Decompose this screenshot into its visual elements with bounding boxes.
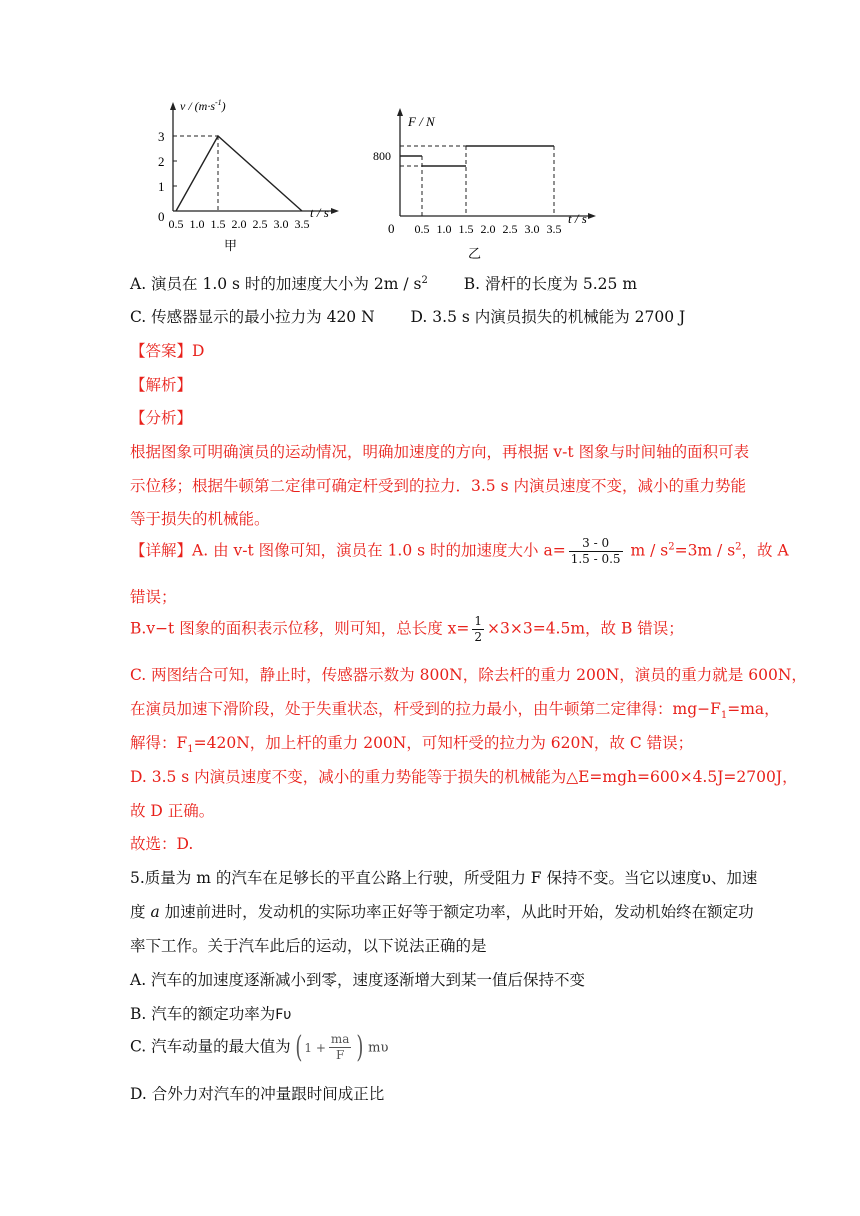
figures-svg — [128, 96, 628, 266]
v-y-arrow — [170, 102, 176, 110]
v-xtick-1-5: 1.5 — [210, 217, 226, 231]
f-origin: 0 — [388, 221, 395, 236]
f-t-graph — [373, 108, 596, 261]
v-caption: 甲 — [224, 238, 238, 253]
v-xtick-2-0: 2.0 — [231, 217, 247, 231]
q5-stem-line-1: 5.质量为 m 的汽车在足够长的平直公路上行驶，所受阻力 F 保持不变。当它以速度υ、加速 — [130, 869, 758, 887]
v-xtick-1-0: 1.0 — [189, 217, 205, 231]
f-y-arrow — [397, 108, 403, 116]
figures — [128, 96, 628, 266]
q5-option-c: C. 汽车动量的最大值为 ( 1 + $\frac{ma}{F}$ ) mυ — [130, 1029, 389, 1065]
v-ytick-3: 3 — [158, 129, 165, 144]
v-origin: 0 — [158, 209, 165, 224]
q4-option-d: D. 3.5 s 内演员损失的机械能为 2700 J — [410, 308, 686, 326]
v-xtick-3-5: 3.5 — [294, 217, 310, 231]
f-xtick-2-0: 2.0 — [480, 222, 496, 236]
q4-options-row-1 — [130, 272, 637, 294]
answer-label: 【答案】D — [130, 342, 205, 360]
v-t-graph — [158, 98, 339, 253]
detail-a-fraction: $\frac{3 - 0}{1.5 - 0.5}$ — [570, 536, 621, 566]
detail-label: 【详解】 — [130, 541, 193, 560]
detail-b-line: B.v−t 图象的面积表示位移，则可知，总长度 x= $\frac{1}{2}$ ×3×3=4.5m，故 B 错误； — [130, 614, 684, 644]
q4-options-row-2 — [130, 305, 685, 327]
f-ytick-800: 800 — [373, 149, 391, 163]
detail-c-line-2: 在演员加速下滑阶段，处于失重状态，杆受到的拉力最小，由牛顿第二定律得：$mg-F_1=ma$， — [130, 700, 780, 722]
q5-stem-line-3: 率下工作。关于汽车此后的运动，以下说法正确的是 — [130, 937, 487, 955]
v-xtick-0-5: 0.5 — [168, 217, 184, 231]
f-xtick-1-0: 1.0 — [436, 222, 452, 236]
q4-option-a: A. 演员在 1.0 s 时的加速度大小为 $2m / s^2$ — [130, 274, 428, 293]
jiexi-label: 【解析】 — [130, 376, 193, 394]
v-ytick-2: 2 — [158, 154, 165, 169]
f-xtick-3-5: 3.5 — [546, 222, 562, 236]
detail-a-line-2: 错误； — [130, 588, 177, 606]
f-y-axis-label: F / N — [408, 114, 435, 129]
f-caption: 乙 — [468, 246, 482, 261]
v-x-axis-label: t / s — [310, 205, 329, 220]
f-xtick-3-0: 3.0 — [524, 222, 540, 236]
detail-d-line-2: 故 D 正确。 — [130, 802, 215, 820]
q5-option-d: D. 合外力对汽车的冲量跟时间成正比 — [130, 1085, 385, 1103]
v-series-line — [176, 136, 302, 211]
analysis-line-2: 示位移；根据牛顿第二定律可确定杆受到的拉力．3.5 s 内演员速度不变，减小的重力势能 — [130, 477, 746, 495]
q5-option-b: B. 汽车的额定功率为Fυ — [130, 1005, 292, 1023]
detail-b-fraction: $\frac{1}{2}$ — [474, 614, 483, 644]
f-x-arrow — [588, 213, 596, 219]
v-xtick-2-5: 2.5 — [252, 217, 268, 231]
v-ytick-1: 1 — [158, 179, 165, 194]
detail-a-line-1: 【详解】A. 由 v-t 图像可知，演员在 1.0 s 时的加速度大小 a= $\frac{3 - 0}{1.5 - 0.5}$ $m / s^2=3m / s^2$，故 A — [130, 536, 789, 566]
q4-option-b: B. 滑杆的长度为 5.25 m — [463, 275, 638, 293]
detail-a-text: A. 由 v-t 图像可知，演员在 1.0 s 时的加速度大小 a= — [192, 541, 566, 560]
f-xtick-2-5: 2.5 — [502, 222, 518, 236]
f-xtick-1-5: 1.5 — [458, 222, 474, 236]
q5-option-a: A. 汽车的加速度逐渐减小到零，速度逐渐增大到某一值后保持不变 — [130, 971, 586, 989]
v-y-axis-label: $v / (m\cdot s^{-1})$ — [180, 98, 226, 113]
detail-d-line-1: D. 3.5 s 内演员速度不变，减小的重力势能等于损失的机械能为△E=mgh=600×4.5J=2700J， — [130, 768, 798, 786]
fenxi-label: 【分析】 — [130, 409, 193, 427]
f-x-axis-label: t / s — [568, 211, 587, 226]
detail-choose: 故选：D. — [130, 835, 194, 853]
f-xtick-0-5: 0.5 — [414, 222, 430, 236]
analysis-line-3: 等于损失的机械能。 — [130, 510, 270, 528]
v-xtick-3-0: 3.0 — [273, 217, 289, 231]
detail-c-line-1: C. 两图结合可知，静止时，传感器示数为 800N，除去杆的重力 200N，演员的重力就是 600N， — [130, 666, 807, 684]
q4-option-c: C. 传感器显示的最小拉力为 420 N — [130, 308, 375, 326]
analysis-line-1: 根据图象可明确演员的运动情况，明确加速度的方向，再根据 v-t 图象与时间轴的面积可表 — [130, 443, 750, 461]
detail-c-line-3: 解得：$F_1=420N$，加上杆的重力 200N，可知杆受的拉力为 620N，故 C 错误； — [130, 734, 694, 756]
v-x-arrow — [331, 208, 339, 214]
q5-c-expression: ( 1 + $\frac{ma}{F}$ ) — [295, 1029, 364, 1065]
q5-stem-line-2: 度 a 加速前进时，发动机的实际功率正好等于额定功率，从此时开始，发动机始终在额定功 — [130, 903, 754, 921]
